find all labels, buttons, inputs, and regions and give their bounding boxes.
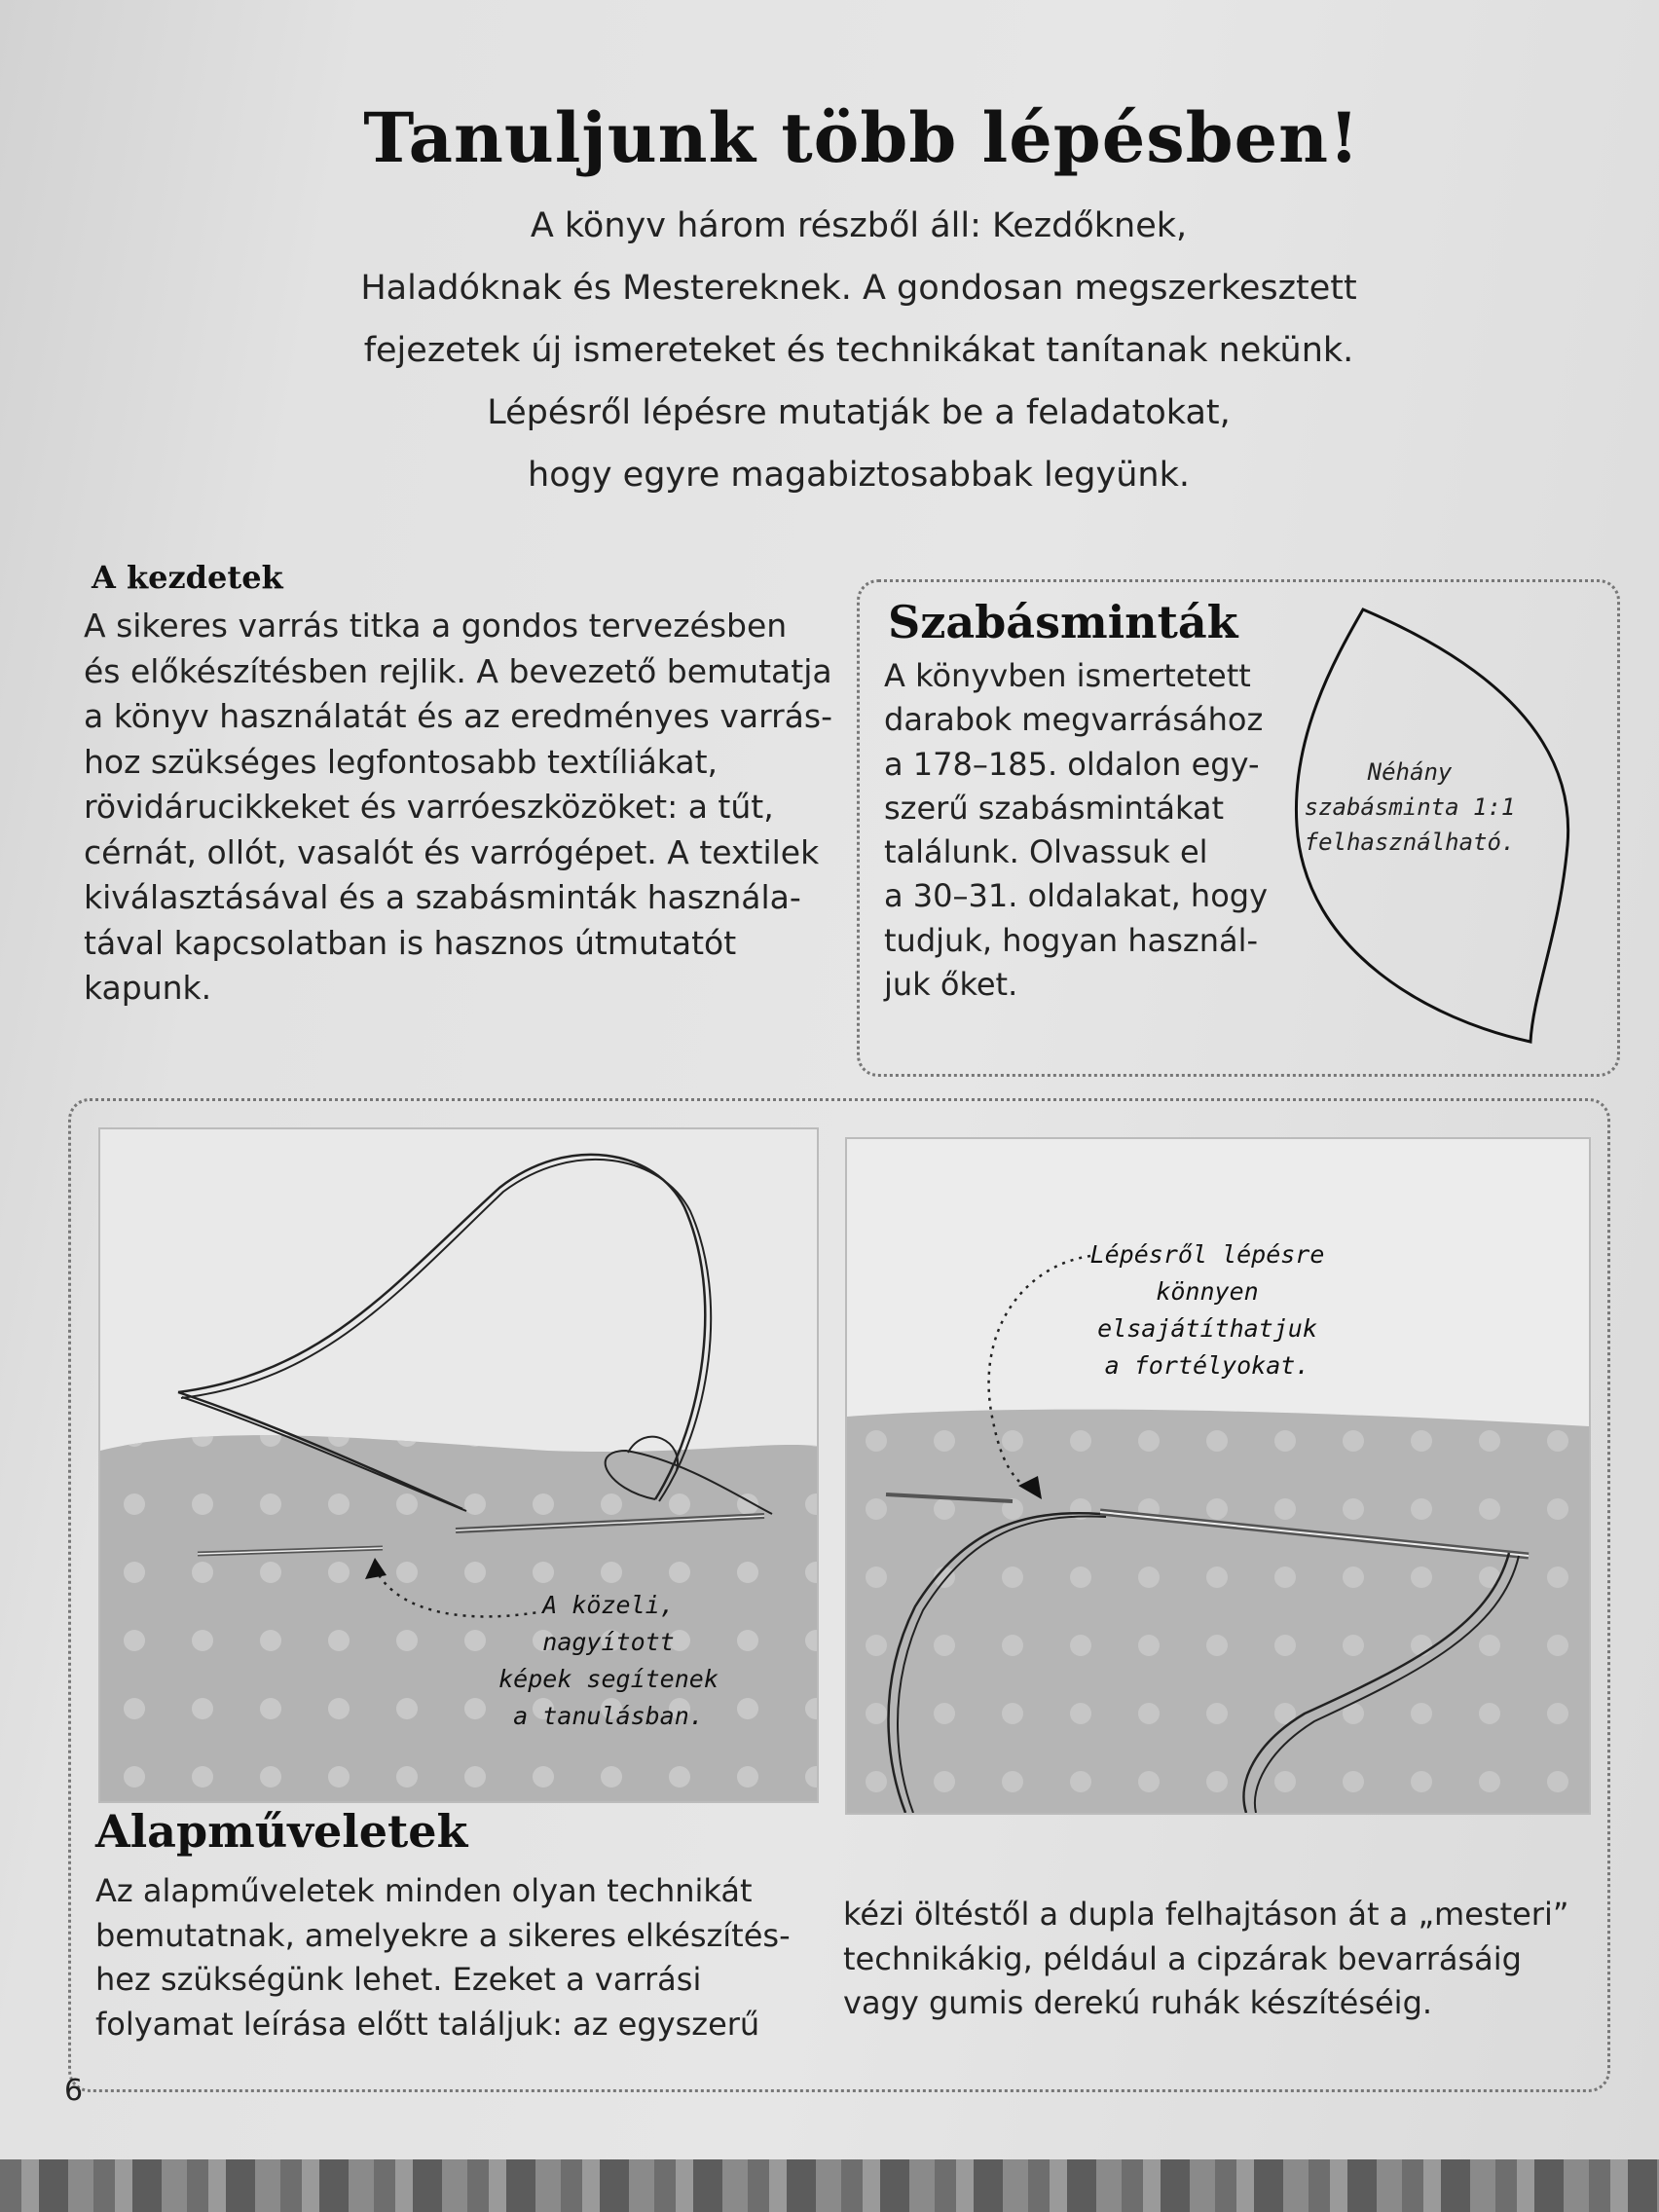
- szabasmintak-line: tudjuk, hogyan használ-: [884, 921, 1259, 959]
- kezdetek-line: tával kapcsolatban is hasznos útmutatót: [84, 923, 737, 962]
- kezdetek-line: kiválasztásával és a szabásminták használa-: [84, 878, 801, 916]
- photo-callout-right: [1081, 1236, 1334, 1384]
- szabasmintak-line: darabok megvarrásához: [884, 701, 1264, 739]
- callout-line: képek segítenek: [498, 1665, 719, 1693]
- intro-line: Haladóknak és Mestereknek. A gondosan megszerkesztett: [360, 269, 1357, 308]
- szabasmintak-line: szerű szabásmintákat: [884, 789, 1225, 827]
- alapmuveletek-heading: Alapműveletek: [95, 1805, 468, 1858]
- callout-line: A közeli,: [542, 1591, 675, 1619]
- szabasmintak-line: találunk. Olvassuk el: [884, 833, 1208, 871]
- alapmuveletek-line: Az alapműveletek minden olyan technikát: [95, 1872, 753, 1909]
- szabasmintak-line: a 178–185. oldalon egy-: [884, 745, 1260, 783]
- alapmuveletek-line: technikákig, például a cipzárak bevarrásáig: [843, 1939, 1522, 1977]
- page-title: Tanuljunk több lépésben!: [363, 97, 1360, 178]
- page-number: 6: [64, 2074, 84, 2108]
- kezdetek-line: A sikeres varrás titka a gondos tervezésben: [84, 607, 788, 645]
- szabasmintak-heading: Szabásminták: [888, 596, 1238, 648]
- intro-line: fejezetek új ismereteket és technikákat tanítanak nekünk.: [363, 331, 1354, 370]
- callout-line: könnyen: [1156, 1277, 1259, 1306]
- szabasmintak-line: juk őket.: [884, 966, 1018, 1004]
- alapmuveletek-line: bemutatnak, amelyekre a sikeres elkészítés-: [95, 1916, 791, 1954]
- szabasmintak-line: a 30–31. oldalakat, hogy: [884, 877, 1269, 915]
- szabasmintak-line: A könyvben ismertetett: [884, 657, 1251, 694]
- kezdetek-line: cérnát, ollót, vasalót és varrógépet. A textilek: [84, 832, 820, 871]
- leaf-note-line: Néhány: [1367, 758, 1453, 786]
- callout-line: elsajátíthatjuk: [1097, 1314, 1317, 1343]
- leaf-note-line: szabásminta 1:1: [1304, 793, 1516, 821]
- alapmuveletek-line: folyamat leírása előtt találjuk: az egyszerű: [95, 2005, 760, 2043]
- intro-line: hogy egyre magabiztosabbak legyünk.: [528, 456, 1190, 495]
- kezdetek-line: hoz szükséges legfontosabb textíliákat,: [84, 742, 718, 781]
- alapmuveletek-body-right: [843, 1893, 1603, 2026]
- kezdetek-line: kapunk.: [84, 969, 212, 1007]
- kezdetek-body: [84, 604, 863, 1012]
- alapmuveletek-line: hez szükségünk lehet. Ezeket a varrási: [95, 1961, 702, 1998]
- photo-callout-left: [497, 1587, 720, 1735]
- szabasmintak-body: [884, 654, 1293, 1007]
- kezdetek-line: rövidárucikkeket és varróeszközöket: a tűt,: [84, 788, 774, 826]
- callout-line: Lépésről lépésre: [1089, 1240, 1325, 1269]
- bottom-edge-strip: [0, 2159, 1659, 2212]
- kezdetek-line: és előkészítésben rejlik. A bevezető bemutatja: [84, 651, 832, 690]
- alapmuveletek-body-left: [95, 1869, 835, 2046]
- callout-line: a tanulásban.: [513, 1702, 704, 1730]
- kezdetek-line: a könyv használatát és az eredményes varrás-: [84, 697, 832, 735]
- alapmuveletek-line: kézi öltéstől a dupla felhajtáson át a „mesteri”: [843, 1896, 1569, 1933]
- kezdetek-heading: A kezdetek: [92, 559, 283, 596]
- intro-line: A könyv három részből áll: Kezdőknek,: [530, 206, 1188, 245]
- intro-paragraph: [195, 195, 1523, 506]
- intro-line: Lépésről lépésre mutatják be a feladatokat,: [487, 393, 1231, 432]
- leaf-note-line: felhasználható.: [1304, 829, 1516, 856]
- callout-line: a fortélyokat.: [1104, 1351, 1310, 1380]
- leaf-note: [1283, 755, 1536, 860]
- callout-line: nagyított: [542, 1628, 675, 1656]
- alapmuveletek-line: vagy gumis derekú ruhák készítéséig.: [843, 1984, 1433, 2021]
